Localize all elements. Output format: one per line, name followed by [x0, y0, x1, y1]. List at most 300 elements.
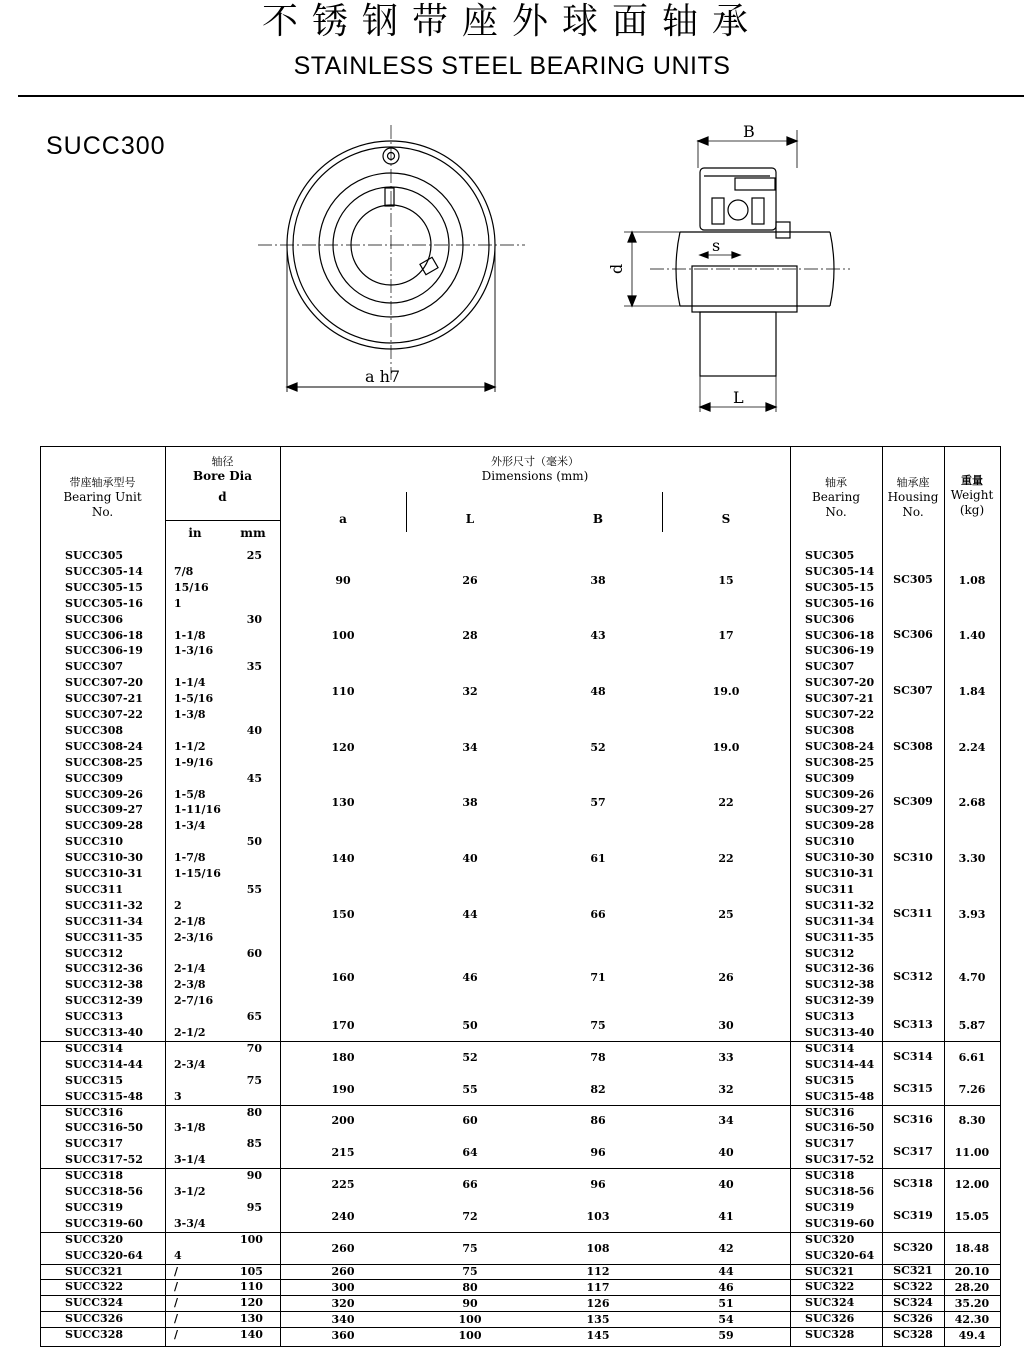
dim-L: 64	[462, 1146, 478, 1160]
bearing-number: SUC320	[805, 1232, 855, 1246]
bearing-number: SUC305-15	[805, 580, 875, 594]
bore-inch: 2-1/4	[174, 962, 206, 976]
bore-inch: /	[174, 1264, 179, 1278]
bore-inch: 2-3/4	[174, 1057, 206, 1071]
dim-L: 75	[462, 1241, 478, 1255]
dim-a: 340	[331, 1313, 355, 1327]
bearing-number: SUC324	[805, 1296, 855, 1310]
header-weight: 重量 Weight (kg)	[950, 474, 994, 517]
bore-inch: 1-9/16	[174, 755, 214, 769]
unit-number: SUCC310-31	[65, 867, 143, 880]
dim-S: 17	[718, 629, 734, 643]
bore-inch: /	[174, 1296, 179, 1310]
bearing-number: SUC305	[805, 549, 855, 562]
dimension-column-tick	[662, 492, 663, 532]
unit-number: SUCC307-20	[65, 676, 143, 690]
header-unit: 带座轴承型号 Bearing Unit No.	[63, 476, 142, 519]
bearing-number: SUC320-64	[805, 1248, 875, 1262]
row-divider	[40, 1295, 1000, 1296]
bore-inch: 3	[174, 1089, 182, 1103]
unit-number: SUCC315	[65, 1073, 124, 1087]
bearing-number: SUC311-34	[805, 914, 875, 928]
unit-number: SUCC307-22	[65, 708, 143, 721]
dim-L: 55	[462, 1082, 478, 1096]
bearing-number: SUC311-35	[805, 930, 875, 944]
dim-L: 60	[462, 1114, 478, 1128]
housing-number: SC307	[893, 684, 933, 698]
bearing-number: SUC310-31	[805, 867, 875, 880]
row-divider	[40, 1279, 1000, 1280]
dim-S: 22	[718, 852, 734, 866]
housing-number: SC306	[893, 628, 933, 642]
unit-number: SUCC326	[65, 1312, 124, 1326]
bore-inch: 1	[174, 596, 182, 610]
header-bore: 轴径 Bore Dia d	[192, 455, 253, 504]
bearing-number: SUC312-39	[805, 994, 875, 1008]
dim-a: 260	[331, 1241, 355, 1255]
header-L: L	[465, 512, 475, 526]
dim-L: 75	[462, 1265, 478, 1279]
housing-number: SC316	[893, 1113, 933, 1127]
dim-a: 300	[331, 1281, 355, 1295]
bore-mm: 30	[246, 612, 262, 626]
dim-a: 90	[335, 573, 351, 587]
bearing-number: SUC309-28	[805, 819, 875, 833]
unit-number: SUCC319	[65, 1200, 124, 1214]
weight-value: 1.40	[958, 629, 986, 643]
bore-mm: 45	[246, 771, 262, 785]
unit-number: SUCC318-56	[65, 1185, 143, 1198]
bore-inch: /	[174, 1328, 179, 1342]
dim-a: 240	[331, 1209, 355, 1223]
bearing-number: SUC312	[805, 946, 855, 960]
bearing-number: SUC308	[805, 723, 855, 737]
weight-value: 5.87	[958, 1019, 986, 1032]
dim-B: 78	[590, 1050, 606, 1064]
unit-number: SUCC312-36	[65, 962, 143, 976]
dimension-column-tick	[406, 492, 407, 532]
unit-number: SUCC316	[65, 1105, 124, 1119]
header-a: a	[339, 512, 347, 526]
bore-inch: 2-1/2	[174, 1026, 206, 1039]
header-housing: 轴承座 Housing No.	[887, 476, 939, 519]
bearing-number: SUC307-22	[805, 708, 875, 721]
dim-S: 54	[718, 1313, 734, 1327]
bore-inch: 1-5/8	[174, 787, 206, 801]
weight-value: 1.84	[958, 685, 986, 699]
housing-number: SC321	[893, 1264, 933, 1278]
dim-L: 66	[462, 1178, 478, 1191]
dim-L: 40	[462, 852, 478, 866]
bearing-number: SUC310-30	[805, 851, 875, 865]
dim-a: 190	[331, 1082, 355, 1096]
header-S: S	[721, 512, 731, 526]
bearing-number: SUC306	[805, 612, 855, 626]
bearing-number: SUC307	[805, 660, 855, 674]
header-bearing: 轴承 Bearing No.	[811, 476, 861, 519]
unit-number: SUCC311-35	[65, 930, 143, 944]
housing-number: SC305	[893, 572, 933, 586]
weight-value: 15.05	[954, 1209, 990, 1223]
dim-L: 80	[462, 1281, 478, 1295]
bearing-number: SUC316-50	[805, 1121, 875, 1135]
dim-B: 43	[590, 629, 606, 643]
unit-number: SUCC320	[65, 1232, 124, 1246]
dim-B: 145	[586, 1329, 610, 1343]
bore-inch: 3-1/8	[174, 1121, 206, 1135]
dim-B: 126	[586, 1297, 610, 1311]
table-bottom-border	[40, 1346, 1000, 1347]
bore-mm: 70	[246, 1041, 262, 1055]
unit-number: SUCC309	[65, 771, 124, 785]
dim-a: 150	[331, 907, 355, 921]
housing-number: SC328	[893, 1328, 933, 1342]
housing-number: SC324	[893, 1296, 933, 1310]
unit-number: SUCC309-28	[65, 819, 143, 833]
bore-mm: 120	[240, 1296, 263, 1310]
bore-inch: 1-11/16	[174, 803, 221, 817]
weight-value: 4.70	[958, 971, 986, 985]
bearing-number: SUC319-60	[805, 1216, 875, 1230]
dim-a: 140	[331, 852, 355, 866]
technical-drawing	[0, 110, 1024, 430]
unit-number: SUCC307-21	[65, 692, 143, 706]
bore-inch: 1-3/16	[174, 644, 214, 658]
column-divider	[40, 446, 41, 1346]
dim-B: 38	[590, 573, 606, 587]
dim-a: 320	[331, 1297, 355, 1311]
bore-mm: 80	[246, 1105, 262, 1119]
dim-a: 260	[331, 1265, 355, 1279]
bore-inch: 3-3/4	[174, 1216, 206, 1230]
dim-S: 22	[718, 796, 734, 810]
dim-S: 41	[718, 1209, 734, 1223]
weight-value: 8.30	[958, 1114, 986, 1128]
dim-B: 112	[586, 1265, 610, 1279]
bore-inch: 3-1/2	[174, 1185, 206, 1198]
bearing-number: SUC312-38	[805, 978, 875, 992]
dim-B: 96	[590, 1146, 606, 1160]
unit-number: SUCC313-40	[65, 1026, 143, 1039]
unit-number: SUCC306-19	[65, 644, 143, 658]
unit-number: SUCC321	[65, 1264, 124, 1278]
housing-number: SC313	[893, 1018, 933, 1031]
bearing-number: SUC308-24	[805, 739, 875, 753]
bearing-number: SUC311	[805, 882, 855, 896]
bearing-number: SUC317	[805, 1137, 855, 1151]
dim-label-B: B	[743, 122, 755, 141]
dim-B: 66	[590, 907, 606, 921]
bearing-number: SUC311-32	[805, 898, 875, 912]
specification-table	[40, 446, 1000, 1347]
bearing-number: SUC322	[805, 1280, 855, 1294]
bore-mm: 105	[240, 1264, 263, 1278]
dim-S: 40	[718, 1146, 734, 1160]
unit-number: SUCC311-34	[65, 914, 143, 928]
bearing-number: SUC314	[805, 1041, 855, 1055]
bearing-number: SUC315-48	[805, 1089, 875, 1103]
bearing-number: SUC319	[805, 1200, 855, 1214]
housing-number: SC314	[893, 1049, 933, 1063]
header-bore-in: in	[188, 526, 202, 540]
dim-a: 100	[331, 629, 355, 643]
column-divider	[1000, 446, 1001, 1346]
bearing-number: SUC316	[805, 1105, 855, 1119]
front-view	[258, 125, 525, 392]
bearing-number: SUC318	[805, 1169, 855, 1183]
dim-B: 108	[586, 1241, 610, 1255]
bearing-number: SUC305-14	[805, 564, 875, 578]
unit-number: SUCC315-48	[65, 1089, 143, 1103]
title-divider	[18, 95, 1024, 97]
bearing-number: SUC313-40	[805, 1026, 875, 1039]
unit-number: SUCC312-38	[65, 978, 143, 992]
bearing-number: SUC308-25	[805, 755, 875, 769]
bearing-number: SUC306-18	[805, 628, 875, 642]
dim-S: 15	[718, 573, 734, 587]
unit-number: SUCC308-25	[65, 755, 143, 769]
dim-L: 90	[462, 1297, 478, 1311]
bearing-number: SUC305-16	[805, 596, 875, 610]
dim-L: 50	[462, 1019, 478, 1032]
dim-label-s: s	[712, 236, 721, 255]
housing-number: SC310	[893, 851, 933, 865]
bearing-number: SUC318-56	[805, 1185, 875, 1198]
bearing-number: SUC307-20	[805, 676, 875, 690]
dim-S: 51	[718, 1297, 734, 1311]
dim-B: 86	[590, 1114, 606, 1128]
dim-a: 225	[331, 1178, 355, 1191]
unit-number: SUCC316-50	[65, 1121, 143, 1135]
row-divider	[40, 1168, 1000, 1169]
column-divider	[280, 446, 281, 1346]
unit-number: SUCC318	[65, 1169, 124, 1183]
bore-inch: 1-5/16	[174, 692, 214, 706]
page-title-english: STAINLESS STEEL BEARING UNITS	[293, 52, 731, 80]
dim-a: 200	[331, 1114, 355, 1128]
bore-mm: 65	[246, 1010, 262, 1024]
bore-inch: 2	[174, 898, 182, 912]
column-divider	[944, 446, 945, 1346]
bore-inch: 7/8	[174, 564, 194, 578]
dim-B: 57	[590, 796, 606, 810]
unit-number: SUCC310-30	[65, 851, 143, 865]
unit-number: SUCC320-64	[65, 1248, 143, 1262]
dim-S: 40	[718, 1178, 734, 1191]
dim-B: 135	[586, 1313, 610, 1327]
bore-mm: 95	[246, 1200, 262, 1214]
dim-S: 19.0	[712, 740, 740, 754]
row-divider	[40, 1327, 1000, 1328]
dim-a: 180	[331, 1050, 355, 1064]
dim-B: 71	[590, 971, 606, 985]
bore-inch: 1-1/4	[174, 676, 206, 690]
page-title-chinese: 不锈钢带座外球面轴承	[261, 1, 762, 42]
housing-number: SC318	[893, 1177, 933, 1190]
unit-number: SUCC322	[65, 1280, 124, 1294]
bearing-number: SUC317-52	[805, 1153, 875, 1167]
dim-B: 103	[586, 1209, 610, 1223]
bearing-number: SUC313	[805, 1010, 855, 1024]
unit-number: SUCC314	[65, 1041, 124, 1055]
bore-inch: 2-3/8	[174, 978, 206, 992]
bore-inch: /	[174, 1280, 179, 1294]
housing-number: SC317	[893, 1145, 933, 1159]
weight-value: 11.00	[954, 1146, 990, 1160]
row-divider	[40, 1105, 1000, 1106]
weight-value: 42.30	[954, 1313, 990, 1327]
bore-mm: 140	[240, 1328, 263, 1342]
weight-value: 3.30	[958, 852, 986, 866]
dim-S: 25	[718, 907, 734, 921]
bearing-number: SUC307-21	[805, 692, 875, 706]
unit-number: SUCC312-39	[65, 994, 143, 1008]
unit-number: SUCC308-24	[65, 739, 143, 753]
dim-B: 96	[590, 1178, 606, 1191]
housing-number: SC312	[893, 970, 933, 984]
weight-value: 12.00	[954, 1178, 990, 1191]
bearing-number: SUC314-44	[805, 1057, 875, 1071]
unit-number: SUCC306-18	[65, 628, 143, 642]
bore-mm: 25	[246, 549, 262, 562]
bore-inch: 15/16	[174, 580, 209, 594]
dim-B: 117	[586, 1281, 610, 1295]
bore-mm: 130	[240, 1312, 263, 1326]
bearing-number: SUC309-26	[805, 787, 875, 801]
bearing-number: SUC309-27	[805, 803, 875, 817]
dim-B: 52	[590, 740, 606, 754]
unit-number: SUCC308	[65, 723, 124, 737]
dim-L: 34	[462, 740, 478, 754]
unit-number: SUCC305-16	[65, 596, 143, 610]
housing-number: SC322	[893, 1280, 933, 1294]
dim-S: 19.0	[712, 685, 740, 699]
bore-mm: 85	[246, 1137, 262, 1151]
housing-number: SC309	[893, 795, 933, 809]
dim-L: 100	[458, 1329, 482, 1343]
housing-number: SC319	[893, 1208, 933, 1222]
housing-number: SC320	[893, 1240, 933, 1254]
dim-S: 26	[718, 971, 734, 985]
dim-B: 75	[590, 1019, 606, 1032]
dim-a: 360	[331, 1329, 355, 1343]
row-divider	[40, 1041, 1000, 1042]
unit-number: SUCC314-44	[65, 1057, 143, 1071]
dim-label-d: d	[607, 263, 626, 274]
header-B: B	[592, 512, 604, 526]
bore-inch: 1-3/8	[174, 708, 206, 721]
header-dimensions: 外形尺寸（毫米） Dimensions (mm)	[481, 455, 589, 483]
unit-number: SUCC319-60	[65, 1216, 143, 1230]
bore-mm: 90	[246, 1169, 262, 1183]
dim-L: 28	[462, 629, 478, 643]
unit-number: SUCC313	[65, 1010, 124, 1024]
housing-number: SC311	[893, 906, 933, 920]
weight-value: 6.61	[958, 1050, 986, 1064]
bearing-number: SUC310	[805, 835, 855, 849]
housing-number: SC308	[893, 739, 933, 753]
row-divider	[40, 1232, 1000, 1233]
dim-B: 82	[590, 1082, 606, 1096]
dim-L: 26	[462, 573, 478, 587]
dim-B: 61	[590, 852, 606, 866]
dim-L: 38	[462, 796, 478, 810]
bore-inch: 3-1/4	[174, 1153, 206, 1167]
bore-inch: 1-1/2	[174, 739, 206, 753]
unit-number: SUCC312	[65, 946, 124, 960]
dim-a: 110	[331, 685, 355, 699]
weight-value: 2.24	[958, 740, 986, 754]
bearing-number: SUC312-36	[805, 962, 875, 976]
unit-number: SUCC307	[65, 660, 124, 674]
bore-inch: 1-15/16	[174, 867, 221, 880]
housing-number: SC315	[893, 1081, 933, 1095]
unit-number: SUCC328	[65, 1328, 124, 1342]
weight-value: 28.20	[954, 1281, 990, 1295]
bore-subheader-rule	[165, 520, 280, 521]
weight-value: 20.10	[954, 1265, 990, 1279]
column-divider	[165, 446, 166, 1346]
bore-inch: 2-3/16	[174, 930, 214, 944]
side-view	[624, 130, 850, 412]
dim-S: 34	[718, 1114, 734, 1128]
dim-L: 44	[462, 907, 478, 921]
unit-number: SUCC310	[65, 835, 124, 849]
unit-number: SUCC309-27	[65, 803, 143, 817]
weight-value: 18.48	[954, 1241, 990, 1255]
dim-L: 32	[462, 685, 478, 699]
unit-number: SUCC317	[65, 1137, 124, 1151]
weight-value: 1.08	[958, 573, 986, 587]
weight-value: 49.4	[958, 1329, 986, 1343]
dim-a: 215	[331, 1146, 355, 1160]
weight-value: 7.26	[958, 1082, 986, 1096]
dim-a: 160	[331, 971, 355, 985]
unit-number: SUCC324	[65, 1296, 124, 1310]
bore-mm: 40	[246, 723, 262, 737]
row-divider	[40, 1264, 1000, 1265]
unit-number: SUCC305	[65, 549, 124, 562]
dim-L: 72	[462, 1209, 478, 1223]
dim-L: 100	[458, 1313, 482, 1327]
unit-number: SUCC305-15	[65, 580, 143, 594]
bearing-number: SUC326	[805, 1312, 855, 1326]
weight-value: 2.68	[958, 796, 986, 810]
dim-S: 32	[718, 1082, 734, 1096]
dim-L: 46	[462, 971, 478, 985]
dim-S: 30	[718, 1019, 734, 1032]
bore-inch: 2-7/16	[174, 994, 214, 1008]
weight-value: 3.93	[958, 907, 986, 921]
model-series-label: SUCC300	[46, 132, 166, 160]
unit-number: SUCC317-52	[65, 1153, 143, 1167]
dim-S: 42	[718, 1241, 734, 1255]
header-bore-mm: mm	[240, 526, 266, 540]
dim-S: 46	[718, 1281, 734, 1295]
dim-a: 130	[331, 796, 355, 810]
row-divider	[40, 1311, 1000, 1312]
bearing-number: SUC321	[805, 1264, 855, 1278]
bore-mm: 35	[246, 660, 262, 674]
dim-a: 120	[331, 740, 355, 754]
column-divider	[790, 446, 791, 1346]
weight-value: 35.20	[954, 1297, 990, 1311]
column-divider	[882, 446, 883, 1346]
dim-label-L: L	[733, 388, 744, 407]
bearing-number: SUC306-19	[805, 644, 875, 658]
bearing-number: SUC309	[805, 771, 855, 785]
housing-number: SC326	[893, 1312, 933, 1326]
